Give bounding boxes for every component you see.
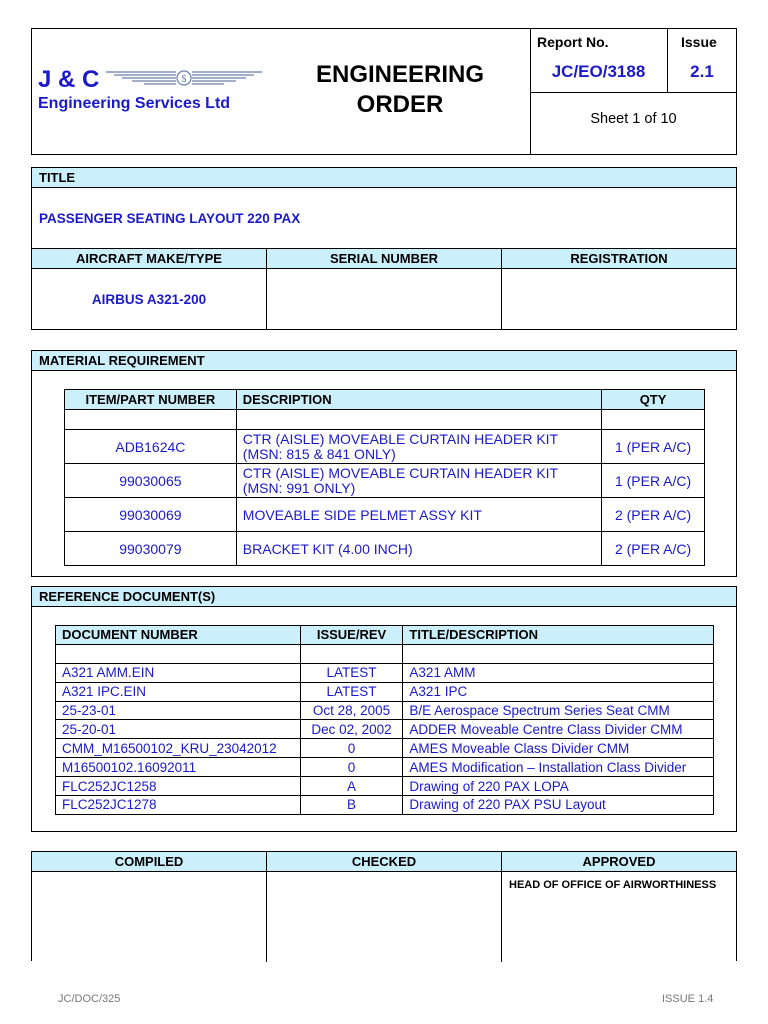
table-row — [56, 739, 714, 758]
title-value: PASSENGER SEATING LAYOUT 220 PAX — [39, 210, 301, 226]
ref-doc-number: FLC252JC1258 — [56, 777, 301, 796]
ref-issue: LATEST — [300, 663, 403, 682]
ref-issue: Oct 28, 2005 — [300, 701, 403, 720]
company-logo-subtitle: Engineering Services Ltd — [38, 95, 231, 112]
reference-table-header — [56, 626, 714, 645]
ref-title: AMES Modification – Installation Class Divider — [403, 758, 714, 777]
table-row — [65, 532, 705, 566]
serial-number-value — [267, 269, 502, 329]
aircraft-make-value: AIRBUS A321-200 — [32, 269, 267, 329]
header-divider-v2 — [667, 28, 668, 93]
table-row — [56, 758, 714, 777]
table-row — [56, 663, 714, 682]
part-description: MOVEABLE SIDE PELMET ASSY KIT — [236, 498, 601, 532]
reference-table — [55, 625, 714, 815]
col-description: DESCRIPTION — [236, 390, 601, 410]
footer-issue: ISSUE 1.4 — [662, 993, 714, 1005]
report-no-label: Report No. — [537, 34, 609, 50]
material-table-header — [65, 390, 705, 410]
ref-issue: Dec 02, 2002 — [300, 720, 403, 739]
part-description: CTR (AISLE) MOVEABLE CURTAIN HEADER KIT (MSN: 991 ONLY) — [236, 464, 601, 498]
ref-issue: 0 — [300, 739, 403, 758]
reference-label: REFERENCE DOCUMENT(S) — [32, 587, 736, 607]
table-row-empty — [56, 644, 714, 663]
part-qty: 2 (PER A/C) — [602, 498, 705, 532]
doc-title-line1: ENGINEERING — [315, 61, 485, 88]
ref-doc-number: CMM_M16500102_KRU_23042012 — [56, 739, 301, 758]
ref-issue: LATEST — [300, 682, 403, 701]
ref-doc-number: 25-23-01 — [56, 701, 301, 720]
ref-doc-number: 25-20-01 — [56, 720, 301, 739]
table-row — [56, 701, 714, 720]
aircraft-make-header: AIRCRAFT MAKE/TYPE — [32, 248, 267, 269]
doc-title — [290, 60, 510, 120]
col-issue-rev: ISSUE/REV — [300, 626, 403, 645]
material-label: MATERIAL REQUIREMENT — [32, 351, 736, 371]
col-part-number: ITEM/PART NUMBER — [65, 390, 237, 410]
ref-issue: A — [300, 777, 403, 796]
ref-title: B/E Aerospace Spectrum Series Seat CMM — [403, 701, 714, 720]
checked-header: CHECKED — [267, 852, 502, 872]
ref-title: ADDER Moveable Centre Class Divider CMM — [403, 720, 714, 739]
ref-title: Drawing of 220 PAX LOPA — [403, 777, 714, 796]
table-row-empty — [65, 410, 705, 430]
checked-signature-area — [267, 872, 502, 962]
doc-title-line2: ORDER — [356, 91, 444, 118]
compiled-signature-area — [32, 872, 267, 962]
col-title-description: TITLE/DESCRIPTION — [403, 626, 714, 645]
issue-label: Issue — [681, 34, 717, 50]
table-row — [56, 682, 714, 701]
part-description: CTR (AISLE) MOVEABLE CURTAIN HEADER KIT (MSN: 815 & 841 ONLY) — [236, 430, 601, 464]
table-row — [65, 498, 705, 532]
registration-header: REGISTRATION — [502, 248, 736, 269]
serial-number-header: SERIAL NUMBER — [267, 248, 502, 269]
approved-note: HEAD OF OFFICE OF AIRWORTHINESS — [509, 879, 717, 891]
table-row — [56, 796, 714, 815]
signoff-section — [31, 851, 737, 961]
ref-issue: B — [300, 796, 403, 815]
header-divider-h — [530, 92, 737, 93]
report-no-value: JC/EO/3188 — [551, 62, 646, 81]
table-row — [65, 430, 705, 464]
svg-text:$: $ — [181, 74, 187, 85]
ref-doc-number: M16500102.16092011 — [56, 758, 301, 777]
part-description: BRACKET KIT (4.00 INCH) — [236, 532, 601, 566]
ref-title: A321 IPC — [403, 682, 714, 701]
part-number: 99030065 — [65, 464, 237, 498]
sheet-indicator: Sheet 1 of 10 — [590, 111, 677, 127]
table-row — [56, 720, 714, 739]
table-row — [65, 464, 705, 498]
compiled-header: COMPILED — [32, 852, 267, 872]
col-document-number: DOCUMENT NUMBER — [56, 626, 301, 645]
ref-doc-number: A321 IPC.EIN — [56, 682, 301, 701]
part-number: ADB1624C — [65, 430, 237, 464]
approved-signature-area — [502, 872, 736, 962]
ref-doc-number: FLC252JC1278 — [56, 796, 301, 815]
col-qty: QTY — [602, 390, 705, 410]
company-logo-name: J & C — [38, 66, 100, 93]
title-label: TITLE — [32, 168, 736, 188]
ref-doc-number: A321 AMM.EIN — [56, 663, 301, 682]
part-number: 99030069 — [65, 498, 237, 532]
footer-doc-code: JC/DOC/325 — [58, 993, 121, 1005]
wings-emblem-icon — [104, 66, 264, 92]
part-number: 99030079 — [65, 532, 237, 566]
part-qty: 2 (PER A/C) — [602, 532, 705, 566]
ref-issue: 0 — [300, 758, 403, 777]
issue-value: 2.1 — [690, 62, 714, 81]
registration-value — [502, 269, 736, 329]
part-qty: 1 (PER A/C) — [602, 464, 705, 498]
ref-title: A321 AMM — [403, 663, 714, 682]
ref-title: Drawing of 220 PAX PSU Layout — [403, 796, 714, 815]
material-table — [64, 389, 705, 566]
table-row — [56, 777, 714, 796]
approved-header: APPROVED — [502, 852, 736, 872]
part-qty: 1 (PER A/C) — [602, 430, 705, 464]
title-section — [31, 167, 737, 330]
ref-title: AMES Moveable Class Divider CMM — [403, 739, 714, 758]
